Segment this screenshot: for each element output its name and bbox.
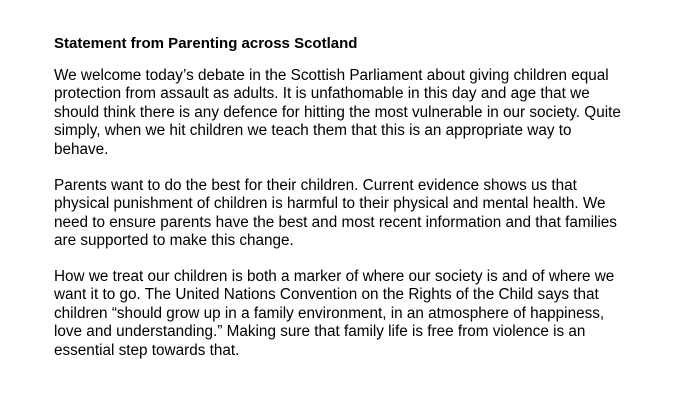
paragraph-line: simply, when we hit children we teach them that this is an appropriate way to (54, 122, 572, 140)
paragraph-line: protection from assault as adults. It is unfathomable in this day and age that we (54, 85, 590, 103)
paragraph-line: Parents want to do the best for their children. Current evidence shows us that (54, 177, 577, 194)
paragraph-line: want it to go. The United Nations Convention on the Rights of the Child says that (54, 286, 599, 304)
paragraph-line: physical punishment of children is harmful to their physical and mental health. We (54, 195, 606, 213)
paragraph-line: love and understanding.” Making sure that family life is free from violence is an (54, 323, 586, 341)
statement-title: Statement from Parenting across Scotland (54, 35, 358, 52)
paragraph-line: We welcome today’s debate in the Scottish Parliament about giving children equal (54, 67, 609, 84)
paragraph-line: How we treat our children is both a marker of where our society is and of where we (54, 268, 615, 285)
paragraph-line: children “should grow up in a family environment, in an atmosphere of happiness, (54, 304, 605, 322)
paragraph-debate (54, 67, 654, 159)
paragraph-line: need to ensure parents have the best and most recent information and that families (54, 213, 617, 231)
paragraph-un-convention (54, 268, 654, 360)
paragraph-line: behave. (54, 140, 109, 158)
paragraph-line: essential step towards that. (54, 341, 240, 359)
paragraph-line: are supported to make this change. (54, 232, 294, 250)
paragraph-parents (54, 177, 654, 251)
paragraph-line: should think there is any defence for hitting the most vulnerable in our society. Quite (54, 103, 621, 121)
